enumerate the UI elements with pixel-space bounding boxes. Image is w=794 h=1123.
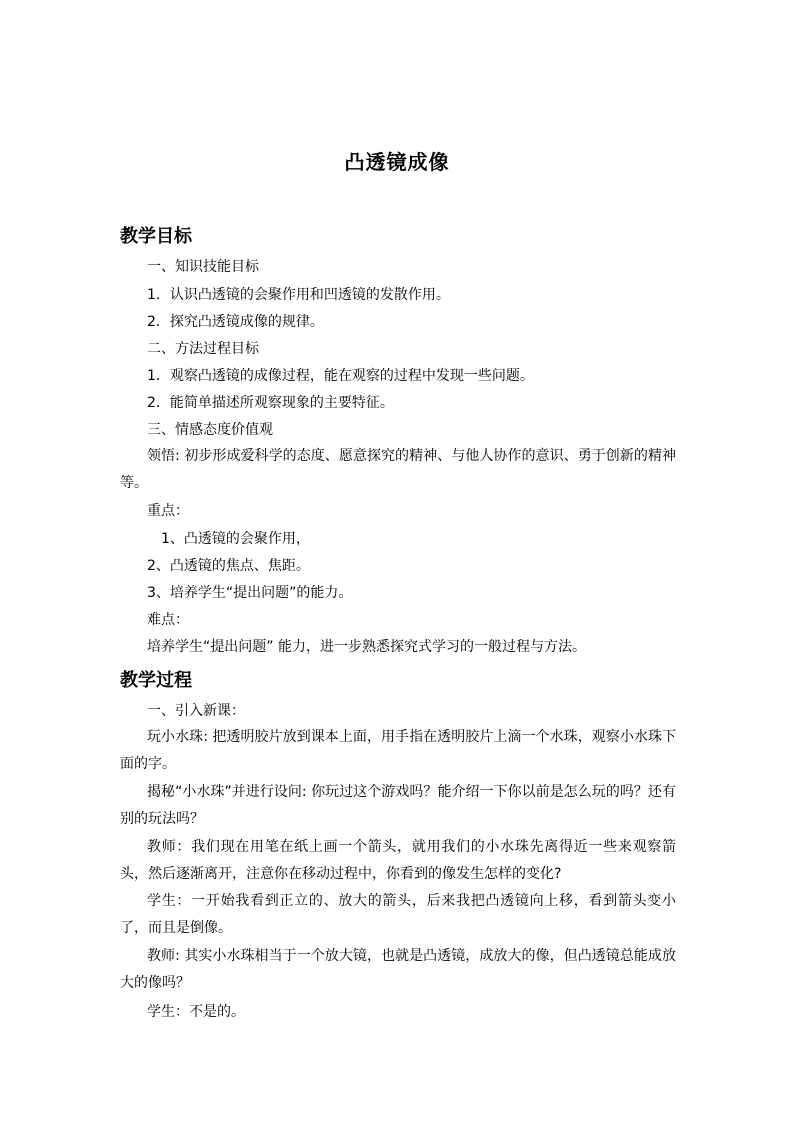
process-paragraph: 揭秘“小水珠”并进行设问: 你玩过这个游戏吗？能介绍一下你以前是怎么玩的吗？还有别的玩法吗？: [120, 784, 676, 827]
process-paragraph: 玩小水珠: 把透明胶片放到课本上面，用手指在透明胶片上滴一个水珠，观察小水珠下面的字。: [120, 729, 676, 772]
process-paragraph: 教师：我们现在用笔在纸上画一个箭头，就用我们的小水珠先离得近一些来观察箭头，然后逐渐离开，注意你在移动过程中，你看到的像发生怎样的变化?: [120, 839, 676, 882]
key-point-item: 2、凸透镜的焦点、焦距。: [147, 558, 310, 574]
objective-line: 二、方法过程目标: [147, 341, 259, 357]
difficulty-text: 培养学生“提出问题” 能力，进一步熟悉探究式学习的一般过程与方法。: [147, 639, 586, 655]
difficulty-label: 难点：: [147, 612, 189, 628]
process-paragraph: 学生：一开始我看到正立的、放大的箭头，后来我把凸透镜向上移，看到箭头变小了，而且是倒像。: [120, 893, 676, 936]
objective-line: 2．能简单描述所观察现象的主要特征。: [147, 395, 394, 411]
document-title: 凸透镜成像: [344, 150, 450, 174]
section-heading-objectives: 教学目标: [120, 226, 192, 247]
attitude-paragraph: 领悟: 初步形成爱科学的态度、愿意探究的精神、与他人协作的意识、勇于创新的精神等。: [120, 448, 676, 491]
process-paragraph: 教师: 其实小水珠相当于一个放大镜，也就是凸透镜，成放大的像，但凸透镜总能成放大的像吗？: [120, 948, 676, 991]
student-reply-line: 学生：不是的。: [147, 1004, 245, 1020]
objective-line: 1．观察凸透镜的成像过程，能在观察的过程中发现一些问题。: [147, 368, 534, 384]
key-point-item: 1、凸透镜的会聚作用，: [161, 531, 310, 547]
objective-line: 2．探究凸透镜成像的规律。: [147, 314, 324, 330]
key-points-label: 重点：: [147, 503, 189, 519]
objective-line: 三、情感态度价值观: [147, 422, 273, 438]
objective-line: 一、知识技能目标: [147, 259, 259, 275]
objective-line: 1．认识凸透镜的会聚作用和凹透镜的发散作用。: [147, 287, 450, 303]
key-point-item: 3、培养学生“提出问题”的能力。: [147, 585, 353, 601]
section-heading-process: 教学过程: [120, 670, 192, 691]
intro-line: 一、引入新课：: [147, 703, 245, 719]
